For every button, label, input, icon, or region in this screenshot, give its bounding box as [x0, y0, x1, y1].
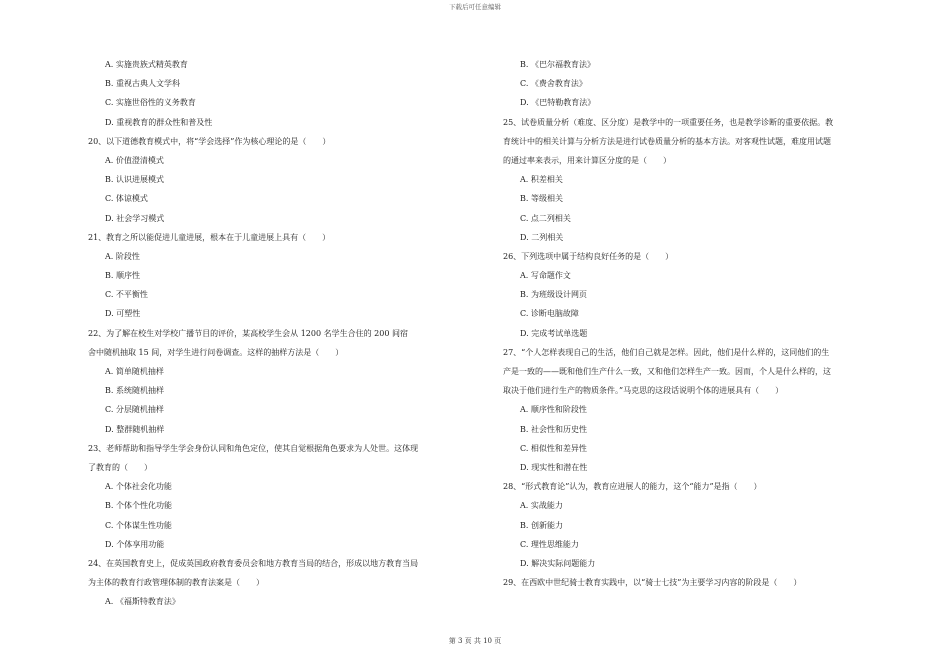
question-27: 27、“个人怎样表现自己的生活，他们自己就是怎样。因此，他们是什么样的，这同他们的生	[503, 347, 830, 357]
option-line: A. 《福斯特教育法》	[105, 597, 180, 607]
option-line: A. 实施贵族式精英教育	[105, 60, 188, 69]
option-line: A. 价值澄清模式	[105, 155, 164, 165]
option-line: C. 个体谋生性功能	[105, 520, 172, 530]
option-line: A. 简单随机抽样	[105, 367, 164, 376]
option-line: C. 诊断电脑故障	[520, 309, 579, 319]
question-continuation: 为主体的教育行政管理体制的教育法案是（ ）	[88, 578, 264, 588]
page-number-footer: 第 3 页 共 10 页	[448, 637, 502, 645]
question-26: 26、下列选项中属于结构良好任务的是（ ）	[503, 251, 674, 261]
option-line: C. 《费舍教育法》	[520, 79, 587, 89]
option-line: C. 不平衡性	[105, 290, 148, 300]
right-column	[503, 55, 903, 592]
option-line: C. 分层随机抽样	[105, 405, 164, 415]
option-line: B. 为班级设计网页	[520, 290, 587, 300]
question-continuation: 育统计中的相关计算与分析方法是进行试卷质量分析的基本方法。对客观性试题，难度用试题	[503, 136, 831, 146]
question-25: 25、试卷质量分析（难度、区分度）是教学中的一项重要任务，也是教学诊断的重要依据。教	[503, 117, 834, 127]
option-line: C. 实施世俗性的义务教育	[105, 98, 196, 108]
option-line: B. 社会性和历史性	[520, 424, 587, 434]
option-line: B. 等级相关	[520, 194, 563, 204]
question-23: 23、老师帮助和指导学生学会身份认同和角色定位，使其自觉根据角色要求为人处世。这体现	[88, 443, 419, 453]
option-line: B. 认识进展模式	[105, 175, 164, 185]
option-line: D. 个体享用功能	[105, 539, 165, 549]
option-line: A. 顺序性和阶段性	[520, 405, 587, 415]
option-line: A. 个体社会化功能	[105, 482, 172, 492]
option-line: D. 解决实际问题能力	[520, 558, 596, 568]
option-line: D. 整群随机抽样	[105, 424, 165, 434]
option-line: A. 实战能力	[520, 501, 563, 511]
left-column	[88, 55, 488, 611]
option-line: A. 写命题作文	[520, 271, 571, 281]
question-21: 21、教育之所以能促进儿童进展，根本在于儿童进展上具有（ ）	[88, 232, 331, 242]
option-line: D. 可塑性	[105, 309, 141, 319]
option-line: B. 《巴尔福教育法》	[520, 60, 595, 69]
question-continuation: 舍中随机抽取 15 间，对学生进行问卷调查。这样的抽样方法是（ ）	[88, 347, 344, 357]
option-line: B. 系统随机抽样	[105, 386, 164, 396]
question-continuation: 了教育的（ ）	[88, 462, 152, 472]
option-line: A. 积差相关	[520, 175, 563, 185]
option-line: B. 顺序性	[105, 271, 140, 281]
option-line: D. 重视教育的群众性和普及性	[105, 117, 213, 127]
question-28: 28、“形式教育论”认为，教育应进展人的能力，这个“能力”是指（ ）	[503, 482, 762, 492]
option-line: C. 相似性和差异性	[520, 443, 587, 453]
option-line: C. 理性思维能力	[520, 539, 579, 549]
question-29: 29、在西欧中世纪骑士教育实践中，以“骑士七技”为主要学习内容的阶段是（ ）	[503, 578, 802, 588]
option-line: B. 创新能力	[520, 520, 563, 530]
option-line: D. 二列相关	[520, 232, 564, 242]
page-header-note: 下载后可任意编辑	[449, 3, 501, 11]
question-continuation: 取决于他们进行生产的物质条件。”马克思的这段话说明个体的进展具有（ ）	[503, 386, 784, 396]
question-20: 20、以下道德教育模式中，将“学会选择”作为核心理论的是（ ）	[88, 136, 331, 146]
question-continuation: 的通过率来表示，用来计算区分度的是（ ）	[503, 155, 671, 165]
option-line: C. 点二列相关	[520, 213, 571, 223]
question-continuation: 产是一致的——既和他们生产什么一致，又和他们怎样生产一致。因而，个人是什么样的，这	[503, 367, 831, 376]
option-line: D. 现实性和潜在性	[520, 462, 588, 472]
option-line: A. 阶段性	[105, 251, 140, 261]
option-line: D. 《巴特勒教育法》	[520, 98, 596, 108]
option-line: D. 社会学习模式	[105, 213, 165, 223]
option-line: D. 完成考试单选题	[520, 328, 588, 338]
option-line: B. 重视古典人文学科	[105, 79, 180, 89]
question-24: 24、在英国教育史上，促成英国政府教育委员会和地方教育当局的结合，形成以地方教育当局	[88, 558, 419, 568]
question-22: 22、为了解在校生对学校广播节目的评价，某高校学生会从 1200 名学生合住的 200 间宿	[88, 328, 408, 338]
option-line: C. 体谅模式	[105, 194, 148, 204]
option-line: B. 个体个性化功能	[105, 501, 172, 511]
